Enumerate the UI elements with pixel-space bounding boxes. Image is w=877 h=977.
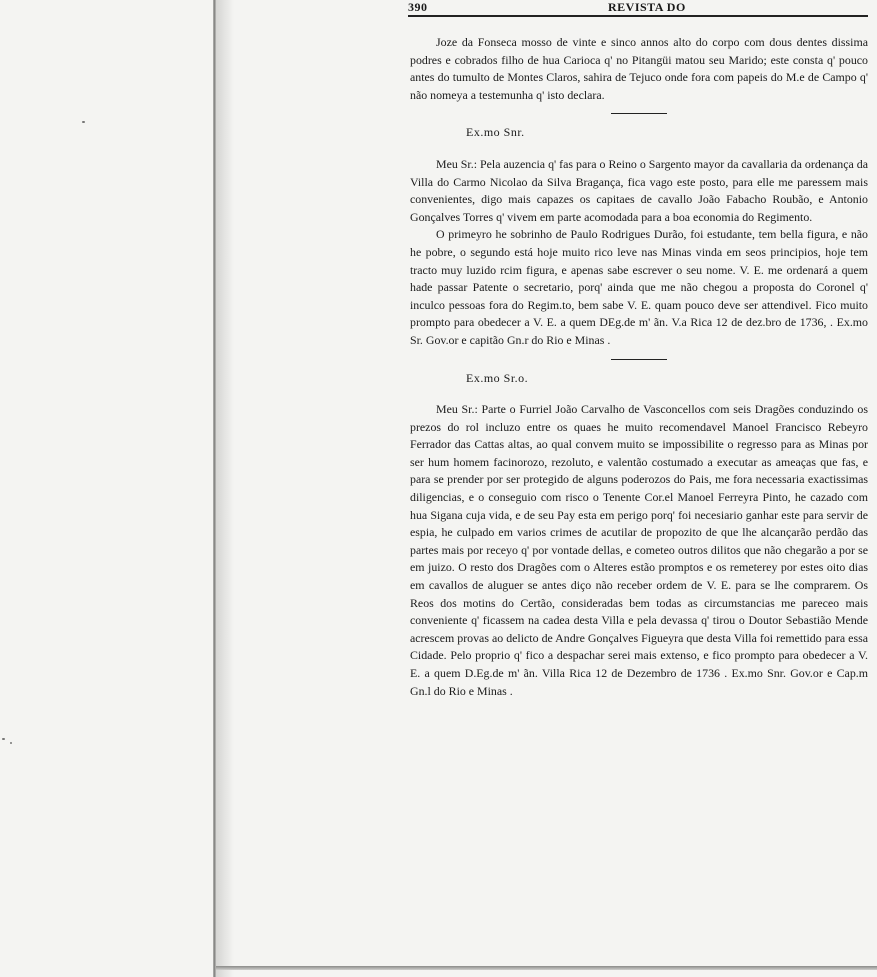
paper-speck — [10, 742, 12, 744]
paper-speck — [82, 121, 85, 123]
letter-paragraph: O primeyro he sobrinho de Paulo Rodrigues Durão, foi estudante, tem bella figura, e não he pobre, o segundo está hoje muito rico leve nas Minas vinda em seos principios, hoje tem tracto muy luzido rcim figura, e apenas sabe escrever o seu nome. V. E. me ordenará a quem hade passar Patente o secretario, porq' ainda que me não chegou a proposta do Coronel q' inculco pessoas fora do Regim.to, bem sabe V. E. quam pouco deve ser attendivel. Fico muito prompto para obedecer a V. E. a quem DEg.de m' ãn. V.a Rica 12 de dez.bro de 1736, . Ex.mo Sr. Gov.or e capitão Gn.r do Rio e Minas . — [410, 227, 868, 347]
section-divider — [611, 359, 667, 360]
paper-speck — [2, 738, 5, 740]
letter-paragraph: Joze da Fonseca mosso de vinte e sinco annos alto do corpo com dous dentes dissima podres e cobrados filho de hua Carioca q' no Pitangüi matou seu Marido; este consta q' pouco antes do tumulto de Montes Claros, sahira de Tejuco onde fora com papeis do M.e de Campo q' não nomeya a testemunha q' isto declara. — [410, 35, 868, 102]
letter-paragraph: Meu Sr.: Parte o Furriel João Carvalho de Vasconcellos com seis Dragões conduzindo os prezos do rol incluzo entre os quaes he muito recomendavel Manoel Francisco Rebeyro Ferrador das Cattas altas, ao qual convem muito se impossibilite o regresso para as Minas por ser hum homem facinorozo, rezoluto, e valentão costumado a executar as ameaças que fas, e para se prender por ser protegido de alguns poderozos do Pais, me fora necessaria exactissimas diligencias, e o conseguio com risco o Tenente Cor.el Manoel Ferreyra Pinto, he cazado com hua Sigana cuja vida, e de seu Pay esta em perigo porq' foi necesiario ganhar este para servir de espia, he culpado em varios crimes de acutilar de propozito de que lhe alcançarão perdão das partes mais por receyo q' por vontade dellas, e cometeo outros dilitos que não chegarão a por se em juizo. O resto dos Dragões com o Alteres estão promptos e os remeterey por estes oito dias em cavallos de aluguer se antes diço não receber ordem de V. E. para se lhe comprarem. Os Reos dos motins do Certão, consideradas bem todas as circumstancias me pareceo mais conveniente q' ficassem na cadea desta Villa e pela devassa q' tirou o Doutor Sebastião Mende acrescem provas ao delicto de Andre Gonçalves Figueyra que desta Villa foi remettido para essa Cidade. Pelo proprio q' fico a despachar serei mais extenso, e fico prompto para obedecer a V. E. a quem D.Eg.de m' ãn. Villa Rica 12 de Dezembro de 1736 . Ex.mo Snr. Gov.or e Cap.m Gn.l do Rio e Minas . — [410, 402, 868, 698]
page-number: 390 — [408, 0, 428, 14]
letter-paragraph: Meu Sr.: Pela auzencia q' fas para o Reino o Sargento mayor da cavallaria da ordenança da Villa do Carmo Nicolao da Silva Bragança, fica vago este posto, para elle me paressem mais convenientes, digo mais capazes os capitaes de cavallo João Fabacho Roubão, e Antonio Gonçalves Torres q' vivem em parte acomodada para a boa economia do Regimento. — [410, 156, 868, 224]
gutter-shadow — [216, 0, 234, 977]
page-header — [408, 0, 868, 16]
salutation: Ex.mo Sr.o. — [466, 370, 529, 385]
salutation: Ex.mo Snr. — [466, 125, 525, 140]
running-title: REVISTA DO — [608, 0, 686, 14]
header-rule — [408, 15, 868, 17]
section-divider — [611, 113, 667, 114]
page-bottom-edge — [216, 966, 877, 970]
page-content — [410, 34, 868, 700]
